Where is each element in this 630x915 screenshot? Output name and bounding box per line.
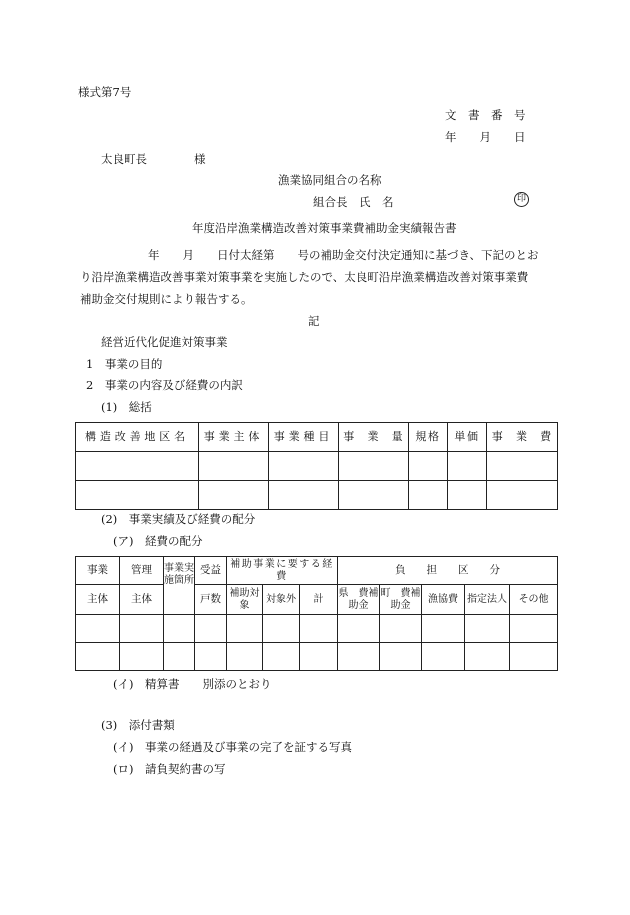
summary-table xyxy=(75,422,558,510)
body-line-3: 補助金交付規則により報告する。 xyxy=(80,292,253,306)
header-cell: 主体 xyxy=(76,585,120,615)
allocation-table xyxy=(75,556,558,671)
section-2-2: (2) 事業実績及び経費の配分 xyxy=(101,512,256,526)
project-name: 経営近代化促進対策事業 xyxy=(101,335,228,349)
section-3-ro: (ロ) 請負契約書の写 xyxy=(113,762,226,776)
header-cell: 戸数 xyxy=(195,585,227,615)
header-cell: 指定法人 xyxy=(465,585,510,615)
header-cell: 事 業 量 xyxy=(339,423,409,452)
header-cell: 単価 xyxy=(448,423,487,452)
org-name-label: 漁業協同組合の名称 xyxy=(278,173,382,187)
table-header-row xyxy=(76,585,558,615)
header-cell: 事業実施箇所 xyxy=(164,557,195,615)
header-cell: 事業種目 xyxy=(269,423,339,452)
table-header-row xyxy=(76,557,558,585)
section-2-1: (1) 総括 xyxy=(101,400,152,414)
header-cell: 構造改善地区名 xyxy=(76,423,199,452)
section-2: 2 事業の内容及び経費の内訳 xyxy=(86,378,243,392)
table-row xyxy=(76,615,558,643)
header-cell: 管理 xyxy=(120,557,164,585)
header-cell: 事業 xyxy=(76,557,120,585)
seal-mark: 印 xyxy=(514,192,529,207)
section-3-i: (イ) 事業の経過及び事業の完了を証する写真 xyxy=(113,740,352,754)
table-row xyxy=(76,452,558,481)
header-cell: 負 担 区 分 xyxy=(338,557,558,585)
form-number: 様式第7号 xyxy=(78,85,132,99)
header-cell: 町 費補助金 xyxy=(380,585,422,615)
header-cell: 対象外 xyxy=(263,585,300,615)
section-2-2-a: (ア) 経費の配分 xyxy=(113,534,203,548)
section-1: 1 事業の目的 xyxy=(86,357,163,371)
header-cell: その他 xyxy=(510,585,558,615)
table-header-row xyxy=(76,423,558,452)
table-row xyxy=(76,643,558,671)
section-3: (3) 添付書類 xyxy=(101,718,175,732)
section-2-2-i: (イ) 精算書 別添のとおり xyxy=(113,677,272,691)
header-cell: 規格 xyxy=(409,423,448,452)
table-row xyxy=(76,481,558,510)
addressee-honorific: 様 xyxy=(194,152,206,166)
header-cell: 主体 xyxy=(120,585,164,615)
header-cell: 受益 xyxy=(195,557,227,585)
header-cell: 漁協費 xyxy=(422,585,465,615)
body-line-2: り沿岸漁業構造改善事業対策事業を実施したので、太良町沿岸漁業構造改善対策事業費 xyxy=(80,270,529,284)
chief-name-label: 組合長 氏 名 xyxy=(313,195,394,209)
date-label: 年 月 日 xyxy=(445,130,526,144)
addressee-name: 太良町長 xyxy=(101,152,147,166)
ki-heading: 記 xyxy=(308,314,320,328)
header-cell: 計 xyxy=(300,585,338,615)
header-cell: 事 業 費 xyxy=(487,423,558,452)
report-title: 年度沿岸漁業構造改善対策事業費補助金実績報告書 xyxy=(192,221,457,235)
body-line-1: 年 月 日付太経第 号の補助金交付決定通知に基づき、下記のとお xyxy=(148,248,539,262)
header-cell: 県 費補助金 xyxy=(338,585,380,615)
document-number-label: 文 書 番 号 xyxy=(445,108,526,122)
header-cell: 補助対象 xyxy=(227,585,263,615)
header-cell: 事業主体 xyxy=(199,423,269,452)
header-cell: 補助事業に要する経費 xyxy=(227,557,338,585)
